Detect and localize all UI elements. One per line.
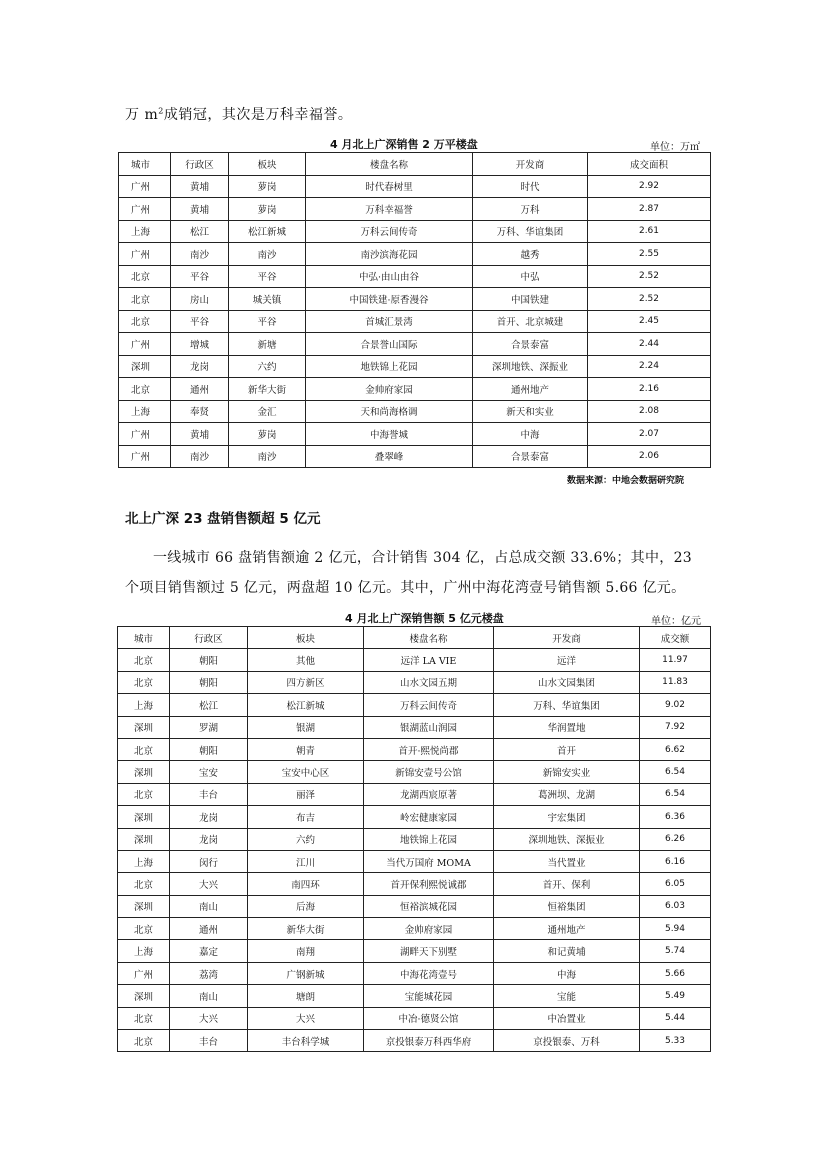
table-cell: 深圳 bbox=[118, 985, 170, 1007]
table-cell: 大兴 bbox=[170, 1007, 248, 1029]
table-cell: 塘朗 bbox=[248, 985, 364, 1007]
table-cell: 9.02 bbox=[640, 694, 711, 716]
table-cell: 广州 bbox=[119, 198, 171, 221]
table-cell: 其他 bbox=[248, 649, 364, 671]
table2-header-row bbox=[118, 627, 711, 649]
table-cell: 朝阳 bbox=[170, 671, 248, 693]
table-cell: 越秀 bbox=[473, 243, 588, 266]
table-row bbox=[119, 243, 711, 266]
table-cell: 京投银泰、万科 bbox=[494, 1030, 640, 1052]
table-cell: 通州地产 bbox=[473, 378, 588, 401]
table-cell: 中海花湾壹号 bbox=[364, 962, 494, 984]
table-cell: 上海 bbox=[119, 400, 171, 423]
table-cell: 南山 bbox=[170, 985, 248, 1007]
table-row bbox=[118, 873, 711, 895]
table-row bbox=[119, 288, 711, 311]
table-cell: 南山 bbox=[170, 895, 248, 917]
table-cell: 深圳 bbox=[118, 761, 170, 783]
table-cell: 丰台 bbox=[170, 783, 248, 805]
table-cell: 深圳 bbox=[118, 716, 170, 738]
table-cell: 6.03 bbox=[640, 895, 711, 917]
table-cell: 金汇 bbox=[229, 400, 306, 423]
table-row bbox=[118, 806, 711, 828]
table-cell: 丰台科学城 bbox=[248, 1030, 364, 1052]
table-cell: 四方新区 bbox=[248, 671, 364, 693]
table-cell: 萝岗 bbox=[229, 423, 306, 446]
column-header: 板块 bbox=[229, 153, 306, 176]
table-cell: 松江 bbox=[171, 220, 229, 243]
table-cell: 广州 bbox=[119, 445, 171, 468]
table-cell: 通州 bbox=[171, 378, 229, 401]
table-cell: 江川 bbox=[248, 850, 364, 872]
table-cell: 恒裕集团 bbox=[494, 895, 640, 917]
table-cell: 通州地产 bbox=[494, 918, 640, 940]
column-header: 开发商 bbox=[494, 627, 640, 649]
table-cell: 北京 bbox=[119, 288, 171, 311]
table-cell: 首城汇景湾 bbox=[306, 310, 473, 333]
table-cell: 南沙 bbox=[171, 243, 229, 266]
table-cell: 11.97 bbox=[640, 649, 711, 671]
table-cell: 中弘 bbox=[473, 265, 588, 288]
table-row bbox=[119, 310, 711, 333]
table-cell: 2.06 bbox=[588, 445, 711, 468]
table-cell: 平谷 bbox=[171, 265, 229, 288]
table-cell: 中弘·由山由谷 bbox=[306, 265, 473, 288]
table-row bbox=[119, 423, 711, 446]
table-cell: 地铁锦上花园 bbox=[364, 828, 494, 850]
table-row bbox=[118, 738, 711, 760]
table-cell: 当代万国府 MOMA bbox=[364, 850, 494, 872]
table1-header-row bbox=[119, 153, 711, 176]
table-cell: 6.54 bbox=[640, 783, 711, 805]
table-cell: 龙岗 bbox=[171, 355, 229, 378]
table-row bbox=[119, 378, 711, 401]
table-cell: 深圳 bbox=[118, 828, 170, 850]
table-cell: 六约 bbox=[229, 355, 306, 378]
table-cell: 山水文园五期 bbox=[364, 671, 494, 693]
table-cell: 6.05 bbox=[640, 873, 711, 895]
table-row bbox=[118, 761, 711, 783]
table-cell: 后海 bbox=[248, 895, 364, 917]
table-cell: 龙岗 bbox=[170, 828, 248, 850]
table-row bbox=[118, 1030, 711, 1052]
table-cell: 北京 bbox=[118, 671, 170, 693]
table-cell: 5.33 bbox=[640, 1030, 711, 1052]
table-cell: 首开、保利 bbox=[494, 873, 640, 895]
table-row bbox=[119, 265, 711, 288]
table-cell: 5.74 bbox=[640, 940, 711, 962]
table-cell: 广州 bbox=[119, 175, 171, 198]
table-row bbox=[118, 962, 711, 984]
intro-line-text: 万 m bbox=[125, 107, 159, 123]
table-cell: 宝能城花园 bbox=[364, 985, 494, 1007]
table-cell: 首开、北京城建 bbox=[473, 310, 588, 333]
intro-line bbox=[125, 104, 352, 124]
table-cell: 5.49 bbox=[640, 985, 711, 1007]
table-cell: 6.36 bbox=[640, 806, 711, 828]
table-cell: 中海 bbox=[494, 962, 640, 984]
table-cell: 合景泰富 bbox=[473, 333, 588, 356]
table-cell: 上海 bbox=[118, 850, 170, 872]
table-cell: 新锦安实业 bbox=[494, 761, 640, 783]
table-cell: 松江 bbox=[170, 694, 248, 716]
table-row bbox=[119, 198, 711, 221]
table-cell: 北京 bbox=[118, 873, 170, 895]
table1-source: 数据来源：中地会数据研究院 bbox=[567, 476, 685, 486]
table-cell: 万科、华谊集团 bbox=[473, 220, 588, 243]
table1-caption: 4 月北上广深销售 2 万平楼盘 bbox=[330, 138, 478, 151]
table-cell: 宇宏集团 bbox=[494, 806, 640, 828]
table-cell: 罗湖 bbox=[170, 716, 248, 738]
table-cell: 布吉 bbox=[248, 806, 364, 828]
table-cell: 京投银泰万科西华府 bbox=[364, 1030, 494, 1052]
table-row bbox=[118, 850, 711, 872]
table-cell: 平谷 bbox=[229, 265, 306, 288]
table-cell: 深圳 bbox=[118, 806, 170, 828]
table-cell: 首开保利熙悦诚郡 bbox=[364, 873, 494, 895]
table-cell: 黄埔 bbox=[171, 423, 229, 446]
table-cell: 广州 bbox=[119, 243, 171, 266]
table-row bbox=[118, 985, 711, 1007]
table-cell: 新华大街 bbox=[248, 918, 364, 940]
table-cell: 城关镇 bbox=[229, 288, 306, 311]
table-cell: 北京 bbox=[118, 649, 170, 671]
column-header: 楼盘名称 bbox=[306, 153, 473, 176]
table-cell: 7.92 bbox=[640, 716, 711, 738]
table-cell: 朝青 bbox=[248, 738, 364, 760]
table-cell: 增城 bbox=[171, 333, 229, 356]
table-cell: 新锦安壹号公馆 bbox=[364, 761, 494, 783]
column-header: 城市 bbox=[118, 627, 170, 649]
table-cell: 龙岗 bbox=[170, 806, 248, 828]
table-cell: 北京 bbox=[118, 1030, 170, 1052]
table2 bbox=[117, 626, 711, 1052]
section-heading: 北上广深 23 盘销售额超 5 亿元 bbox=[125, 511, 321, 527]
table-cell: 朝阳 bbox=[170, 649, 248, 671]
table-cell: 6.16 bbox=[640, 850, 711, 872]
table-cell: 北京 bbox=[119, 310, 171, 333]
table-cell: 2.16 bbox=[588, 378, 711, 401]
table-row bbox=[119, 445, 711, 468]
table-cell: 房山 bbox=[171, 288, 229, 311]
table-cell: 萝岗 bbox=[229, 198, 306, 221]
table-cell: 南沙 bbox=[229, 243, 306, 266]
table-cell: 北京 bbox=[118, 1007, 170, 1029]
table-row bbox=[118, 649, 711, 671]
table-cell: 嘉定 bbox=[170, 940, 248, 962]
table-cell: 时代 bbox=[473, 175, 588, 198]
column-header: 行政区 bbox=[170, 627, 248, 649]
superscript: 2 bbox=[158, 106, 164, 116]
table-cell: 丰台 bbox=[170, 1030, 248, 1052]
table-cell: 六约 bbox=[248, 828, 364, 850]
table-row bbox=[119, 175, 711, 198]
table-row bbox=[118, 1007, 711, 1029]
table-cell: 深圳 bbox=[118, 895, 170, 917]
table-row bbox=[119, 220, 711, 243]
table-cell: 南四环 bbox=[248, 873, 364, 895]
table-cell: 北京 bbox=[118, 738, 170, 760]
table-cell: 金帅府家园 bbox=[364, 918, 494, 940]
table-cell: 当代置业 bbox=[494, 850, 640, 872]
table-cell: 远洋 bbox=[494, 649, 640, 671]
table-cell: 新塘 bbox=[229, 333, 306, 356]
table-cell: 北京 bbox=[119, 265, 171, 288]
table-cell: 2.52 bbox=[588, 265, 711, 288]
table-cell: 6.54 bbox=[640, 761, 711, 783]
table-cell: 万科幸福誉 bbox=[306, 198, 473, 221]
table-cell: 万科云间传奇 bbox=[364, 694, 494, 716]
table-cell: 广州 bbox=[119, 423, 171, 446]
table-cell: 时代春树里 bbox=[306, 175, 473, 198]
table1-unit: 单位：万㎡ bbox=[650, 142, 700, 153]
table-cell: 上海 bbox=[118, 940, 170, 962]
table-cell: 6.26 bbox=[640, 828, 711, 850]
column-header: 行政区 bbox=[171, 153, 229, 176]
table-row bbox=[118, 671, 711, 693]
table-cell: 南沙 bbox=[229, 445, 306, 468]
table-cell: 葛洲坝、龙湖 bbox=[494, 783, 640, 805]
table-cell: 2.55 bbox=[588, 243, 711, 266]
table-cell: 合景泰富 bbox=[473, 445, 588, 468]
column-header: 成交面积 bbox=[588, 153, 711, 176]
table-cell: 首开 bbox=[494, 738, 640, 760]
table-cell: 南翔 bbox=[248, 940, 364, 962]
table-cell: 6.62 bbox=[640, 738, 711, 760]
table-row bbox=[118, 828, 711, 850]
table-cell: 11.83 bbox=[640, 671, 711, 693]
table-cell: 萝岗 bbox=[229, 175, 306, 198]
table-cell: 上海 bbox=[119, 220, 171, 243]
table-cell: 银湖蓝山润园 bbox=[364, 716, 494, 738]
table-cell: 宝安中心区 bbox=[248, 761, 364, 783]
table-cell: 山水文园集团 bbox=[494, 671, 640, 693]
table-cell: 2.44 bbox=[588, 333, 711, 356]
table-row bbox=[119, 333, 711, 356]
table2-unit: 单位：亿元 bbox=[651, 616, 701, 627]
table-cell: 深圳 bbox=[119, 355, 171, 378]
table-cell: 银湖 bbox=[248, 716, 364, 738]
table-cell: 奉贤 bbox=[171, 400, 229, 423]
table-cell: 新天和实业 bbox=[473, 400, 588, 423]
table-cell: 新华大街 bbox=[229, 378, 306, 401]
table-cell: 恒裕滨城花园 bbox=[364, 895, 494, 917]
table-row bbox=[118, 895, 711, 917]
table-row bbox=[118, 940, 711, 962]
table-cell: 广州 bbox=[118, 962, 170, 984]
table-cell: 湖畔天下别墅 bbox=[364, 940, 494, 962]
table-cell: 合景誉山国际 bbox=[306, 333, 473, 356]
table-cell: 5.44 bbox=[640, 1007, 711, 1029]
table-row bbox=[119, 400, 711, 423]
table-cell: 和记黄埔 bbox=[494, 940, 640, 962]
column-header: 开发商 bbox=[473, 153, 588, 176]
table-cell: 叠翠峰 bbox=[306, 445, 473, 468]
table-row bbox=[118, 918, 711, 940]
table-cell: 万科 bbox=[473, 198, 588, 221]
table-cell: 深圳地铁、深振业 bbox=[494, 828, 640, 850]
table-cell: 闵行 bbox=[170, 850, 248, 872]
table-cell: 深圳地铁、深振业 bbox=[473, 355, 588, 378]
table2-body bbox=[118, 649, 711, 1052]
table-cell: 5.94 bbox=[640, 918, 711, 940]
table-cell: 荔湾 bbox=[170, 962, 248, 984]
table-cell: 朝阳 bbox=[170, 738, 248, 760]
column-header: 板块 bbox=[248, 627, 364, 649]
table-cell: 中冶置业 bbox=[494, 1007, 640, 1029]
table-cell: 2.07 bbox=[588, 423, 711, 446]
table-cell: 中国铁建 bbox=[473, 288, 588, 311]
table-cell: 岭宏健康家园 bbox=[364, 806, 494, 828]
table-cell: 宝能 bbox=[494, 985, 640, 1007]
table-cell: 首开·熙悦尚郡 bbox=[364, 738, 494, 760]
table2-caption: 4 月北上广深销售额 5 亿元楼盘 bbox=[345, 612, 504, 625]
table1 bbox=[118, 152, 711, 468]
table-cell: 北京 bbox=[118, 783, 170, 805]
table-cell: 黄埔 bbox=[171, 175, 229, 198]
table-cell: 松江新城 bbox=[229, 220, 306, 243]
table-cell: 2.61 bbox=[588, 220, 711, 243]
table-cell: 黄埔 bbox=[171, 198, 229, 221]
table-cell: 天和尚海格调 bbox=[306, 400, 473, 423]
table-cell: 地铁锦上花园 bbox=[306, 355, 473, 378]
column-header: 成交额 bbox=[640, 627, 711, 649]
table-cell: 上海 bbox=[118, 694, 170, 716]
column-header: 楼盘名称 bbox=[364, 627, 494, 649]
table-cell: 通州 bbox=[170, 918, 248, 940]
table-cell: 松江新城 bbox=[248, 694, 364, 716]
table-row bbox=[118, 694, 711, 716]
table-cell: 远洋 LA VIE bbox=[364, 649, 494, 671]
table-cell: 丽泽 bbox=[248, 783, 364, 805]
table-cell: 5.66 bbox=[640, 962, 711, 984]
table-cell: 南沙 bbox=[171, 445, 229, 468]
table-cell: 万科、华谊集团 bbox=[494, 694, 640, 716]
table-cell: 金帅府家园 bbox=[306, 378, 473, 401]
column-header: 城市 bbox=[119, 153, 171, 176]
table-cell: 北京 bbox=[119, 378, 171, 401]
table-cell: 2.92 bbox=[588, 175, 711, 198]
table-cell: 平谷 bbox=[229, 310, 306, 333]
table-cell: 2.08 bbox=[588, 400, 711, 423]
table-cell: 南沙滨海花园 bbox=[306, 243, 473, 266]
table-row bbox=[118, 716, 711, 738]
table-cell: 中海 bbox=[473, 423, 588, 446]
intro-line-text-2: 成销冠，其次是万科幸福誉。 bbox=[163, 107, 353, 123]
table-cell: 华润置地 bbox=[494, 716, 640, 738]
table-cell: 2.87 bbox=[588, 198, 711, 221]
body-paragraph: 一线城市 66 盘销售额逾 2 亿元，合计销售 304 亿，占总成交额 33.6%；其中，23 个项目销售额过 5 亿元，两盘超 10 亿元。其中，广州中海花湾壹号销售额 5.66 亿元。 bbox=[125, 550, 692, 596]
table-cell: 宝安 bbox=[170, 761, 248, 783]
table1-body bbox=[119, 175, 711, 468]
table-row bbox=[119, 355, 711, 378]
table-cell: 平谷 bbox=[171, 310, 229, 333]
table-cell: 中国铁建·原香漫谷 bbox=[306, 288, 473, 311]
table-cell: 广州 bbox=[119, 333, 171, 356]
table-cell: 中冶·德贤公馆 bbox=[364, 1007, 494, 1029]
table-cell: 中海誉城 bbox=[306, 423, 473, 446]
table-cell: 广钢新城 bbox=[248, 962, 364, 984]
table-cell: 万科云间传奇 bbox=[306, 220, 473, 243]
table-cell: 大兴 bbox=[248, 1007, 364, 1029]
table-cell: 2.45 bbox=[588, 310, 711, 333]
table-cell: 2.24 bbox=[588, 355, 711, 378]
table-row bbox=[118, 783, 711, 805]
table-cell: 北京 bbox=[118, 918, 170, 940]
table-cell: 2.52 bbox=[588, 288, 711, 311]
table-cell: 龙湖西宸原著 bbox=[364, 783, 494, 805]
table-cell: 大兴 bbox=[170, 873, 248, 895]
